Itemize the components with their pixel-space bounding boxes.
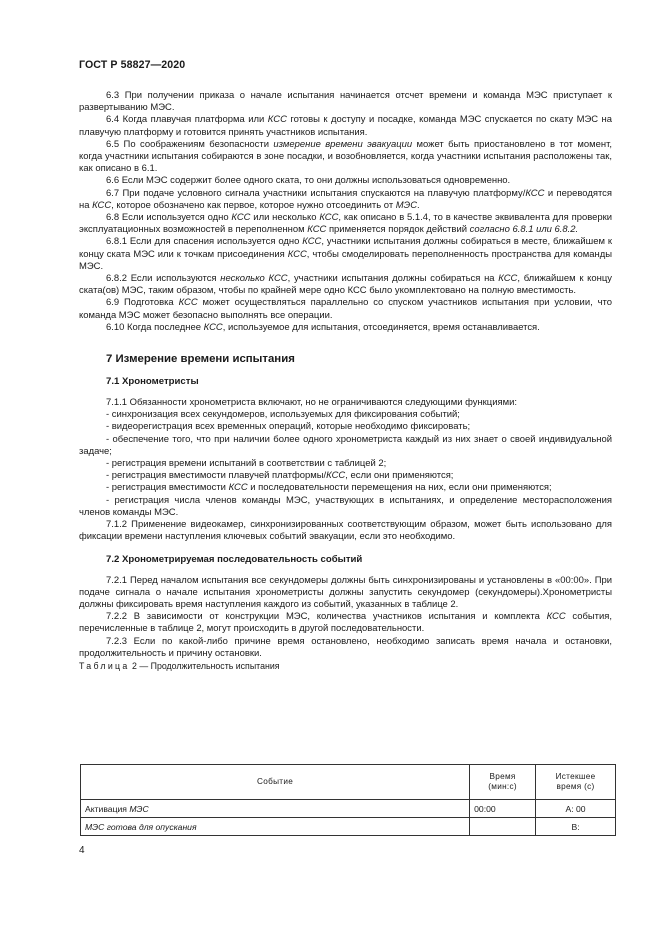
cell-elapsed: А: 00 (536, 800, 616, 818)
list-item: - регистрация числа членов команды МЭС, участвующих в испытаниях, и определение месторасположения членов команды МЭС. (79, 494, 612, 518)
paragraph-6-6: 6.6 Если МЭС содержит более одного ската, то они должны использоваться одновременно. (106, 175, 511, 187)
cell-event: МЭС готова для опускания (81, 818, 470, 836)
list-item: - видеорегистрация всех временных операций, которые необходимо фиксировать; (106, 421, 471, 433)
paragraph-6-5: 6.5 По соображениям безопасности измерение времени эвакуации может быть приостановлено в тот момент, когда участники испытания собираются в зоне посадки, и возобновляется, когда участники испытания расположены так, как описано в 6.1. (79, 138, 612, 175)
paragraph-6-8-2: 6.8.2 Если используются несколько КСС, участники испытания должны собираться на КСС, ближайшем к концу ската(ов) МЭС, таким образом, чтобы по крайней мере одно КСС было укомплектовано на полную вместимость. (79, 273, 612, 297)
table-caption: Таблица 2 — Продолжительность испытания (79, 660, 280, 671)
header-time: Время (мин:с) (470, 765, 536, 800)
paragraph-6-7: 6.7 При подаче условного сигнала участники испытания спускаются на плавучую платформу/КСС и переводятся на КСС, которое обозначено как первое, которое нужно отсоединить от МЭС. (79, 187, 612, 211)
paragraph-6-4: 6.4 Когда плавучая платформа или КСС готовы к доступу и посадке, команда МЭС спускается по скату МЭС на плавучую платформу и готовится принять участников испытания. (79, 114, 612, 138)
list-item: - регистрация вместимости КСС и последовательности перемещения на них, если они применяются; (106, 482, 552, 494)
paragraph-7-2-2: 7.2.2 В зависимости от конструкции МЭС, количества участников испытания и комплекта КСС события, перечисленные в таблице 2, могут происходить в другой последовательности. (79, 611, 612, 635)
doc-header: ГОСТ Р 58827—2020 (79, 59, 186, 71)
paragraph-6-8-1: 6.8.1 Если для спасения используется одно КСС, участники испытания должны собираться в месте, ближайшем к концу ската МЭС или к точкам присоединения КСС, чтобы смоделировать переполненность пространства для команды МЭС. (79, 236, 612, 272)
paragraph-6-8: 6.8 Если используется одно КСС или несколько КСС, как описано в 5.1.4, то в качестве эквивалента для проверки эксплуатационных возможностей в переполненном КСС применяется порядок действий согласно 6.8.1 или 6.8.2. (79, 212, 612, 236)
list-item: - обеспечение того, что при наличии более одного хронометриста каждый из них знает о своей индивидуальной задаче; (79, 433, 612, 457)
duration-table (80, 764, 616, 836)
paragraph-6-9: 6.9 Подготовка КСС может осуществляться параллельно со спуском участников испытания при условии, что команда МЭС может безопасно выполнять все операции. (79, 297, 612, 321)
paragraph-6-3: 6.3 При получении приказа о начале испытания начинается отсчет времени и команда МЭС приступает к развертыванию МЭС. (79, 90, 612, 114)
cell-time (470, 818, 536, 836)
header-event: Событие (81, 765, 470, 800)
section-7-heading: 7 Измерение времени испытания (106, 353, 295, 366)
section-7-2-heading: 7.2 Хронометрируемая последовательность событий (106, 553, 363, 565)
table-header-row (81, 765, 616, 800)
document-body (79, 90, 612, 672)
cell-event: Активация МЭС (81, 800, 470, 818)
paragraph-7-1-2: 7.1.2 Применение видеокамер, синхронизированных соответствующим образом, может быть использовано для фиксации времени наступления ключевых событий эвакуации, если это необходимо. (79, 519, 612, 543)
list-item: - регистрация времени испытаний в соответствии с таблицей 2; (106, 458, 387, 470)
header-elapsed: Истекшее время (с) (536, 765, 616, 800)
cell-time: 00:00 (470, 800, 536, 818)
paragraph-7-1-1: 7.1.1 Обязанности хронометриста включают, но не ограничиваются следующими функциями: (106, 397, 517, 409)
section-7-1-heading: 7.1 Хронометристы (106, 376, 199, 388)
table-row (81, 818, 616, 836)
paragraph-7-2-1: 7.2.1 Перед началом испытания все секундомеры должны быть синхронизированы и установлены в «00:00». При подаче сигнала о начале испытания хронометристы должны запустить секундомер (секундомеры).Хронометристы должны фиксировать время наступления каждого из событий, указанных в таблице 2. (79, 574, 612, 610)
table-row (81, 800, 616, 818)
list-item: - синхронизация всех секундомеров, используемых для фиксирования событий; (106, 409, 460, 421)
paragraph-7-2-3: 7.2.3 Если по какой-либо причине время остановлено, необходимо записать время начала и остановки, продолжительность и причину остановки. (79, 635, 612, 659)
cell-elapsed: В: (536, 818, 616, 836)
page-number: 4 (79, 845, 85, 856)
list-item: - регистрация вместимости плавучей платформы/КСС, если они применяются; (106, 470, 454, 482)
paragraph-6-10: 6.10 Когда последнее КСС, используемое для испытания, отсоединяется, время останавливается. (106, 321, 540, 333)
